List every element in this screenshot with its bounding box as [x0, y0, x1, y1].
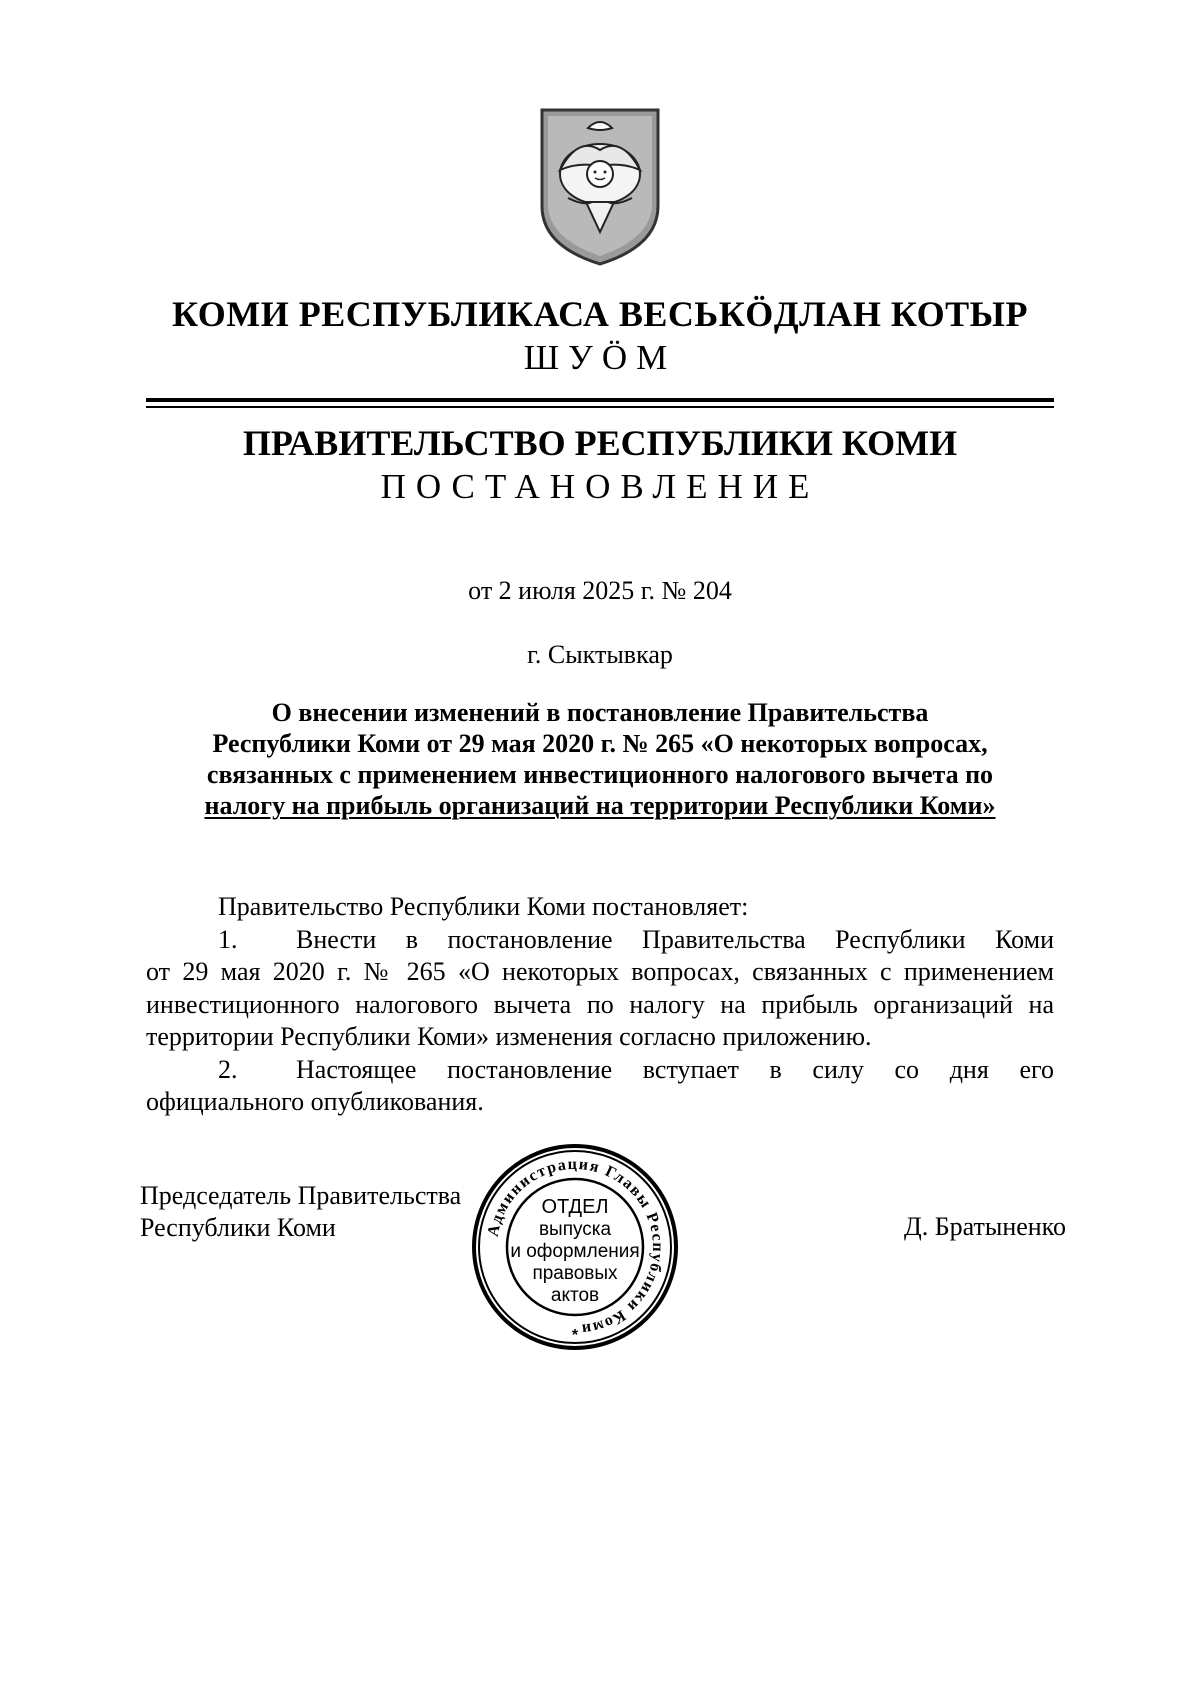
signatory-position-line-2: Республики Коми: [140, 1213, 336, 1242]
item-2-first-line: [146, 1054, 1054, 1087]
title-line-1: О внесении изменений в постановление Правительства: [271, 698, 929, 727]
signatory-position-line-1: Председатель Правительства: [140, 1181, 462, 1210]
document-title: [146, 697, 1054, 821]
stamp-ring-text: Администрация Главы Республики Коми: [484, 1155, 667, 1338]
stamp-line-4: правовых: [532, 1263, 618, 1284]
item-1-number: 1.: [218, 924, 238, 954]
signatory-position: [140, 1180, 461, 1244]
official-stamp: [471, 1143, 679, 1351]
stamp-star: *: [571, 1327, 579, 1344]
stamp-line-1: ОТДЕЛ: [541, 1196, 609, 1218]
signatory-name: Д. Братыненко: [903, 1212, 1066, 1241]
komi-subtitle: ШУӦМ: [523, 338, 677, 377]
document-type: ПОСТАНОВЛЕНИЕ: [380, 467, 820, 506]
document-body: [146, 891, 1054, 1119]
title-line-4: налогу на прибыль организаций на территории Республики Коми»: [204, 791, 996, 820]
item-2-number: 2.: [218, 1054, 238, 1084]
document-date-number: от 2 июля 2025 г. № 204: [468, 576, 732, 605]
stamp-line-3: и оформления: [510, 1241, 640, 1262]
header-divider-thick: [146, 398, 1054, 402]
item-1-text-start: Внести в постановление Правительства Республики Коми: [296, 924, 1054, 954]
komi-title: КОМИ РЕСПУБЛИКАСА ВЕСЬКӦДЛАН КОТЫР: [172, 294, 1028, 334]
item-2-text-rest: официального опубликования.: [146, 1087, 484, 1116]
item-1-first-line: [146, 924, 1054, 957]
stamp-line-2: выпуска: [538, 1219, 612, 1240]
document-city: г. Сыктывкар: [527, 640, 673, 669]
header-divider-thin: [146, 406, 1054, 408]
body-intro: Правительство Республики Коми постановляет:: [218, 892, 749, 921]
title-line-3: связанных с применением инвестиционного налогового вычета по: [206, 760, 994, 789]
item-1-text-rest: от 29 мая 2020 г. № 265 «О некоторых вопросах, связанных с применением инвестиционного налогового вычета по налогу на прибыль организаций на территории Республики Коми» изменения согласно приложению.: [146, 957, 1054, 1051]
title-line-2: Республики Коми от 29 мая 2020 г. № 265 «О некоторых вопросах,: [212, 729, 988, 758]
stamp-line-5: актов: [550, 1285, 600, 1306]
item-2-text-start: Настоящее постановление вступает в силу со дня его: [296, 1054, 1054, 1084]
coat-of-arms-icon: [538, 106, 662, 266]
government-title: ПРАВИТЕЛЬСТВО РЕСПУБЛИКИ КОМИ: [242, 423, 958, 463]
